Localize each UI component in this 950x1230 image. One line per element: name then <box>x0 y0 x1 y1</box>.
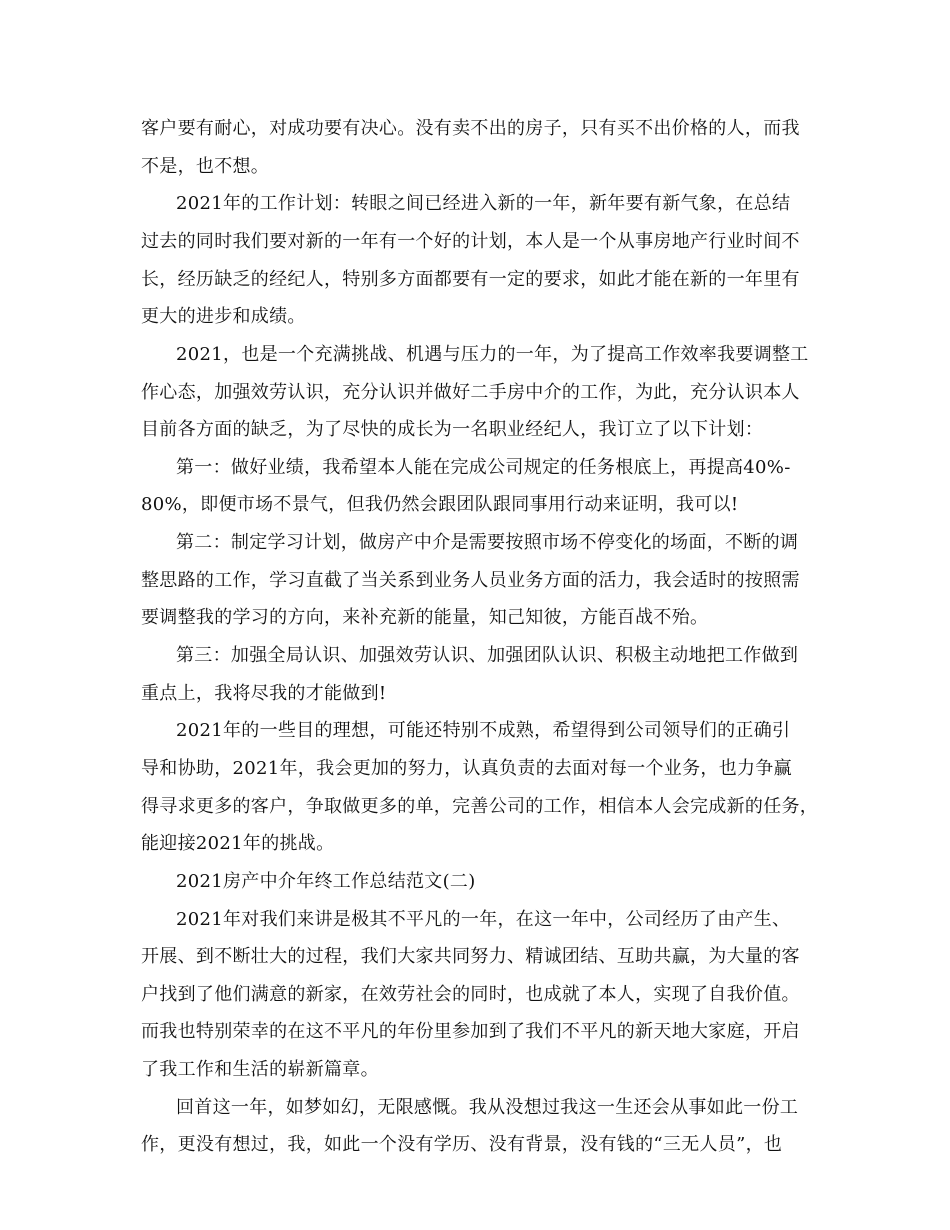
text-line: 了我工作和生活的崭新篇章。 <box>141 1059 379 1080</box>
text-line: 第一：做好业绩，我希望本人能在完成公司规定的任务根底上，再提高40%- <box>176 457 791 478</box>
section-heading: 2021房产中介年终工作总结范文(二) <box>176 871 476 892</box>
text-line: 重点上，我将尽我的才能做到! <box>141 683 387 704</box>
text-line: 开展、到不断壮大的过程，我们大家共同努力、精诚团结、互助共赢，为大量的客 <box>141 946 800 967</box>
text-line: 第二：制定学习计划，做房产中介是需要按照市场不停变化的场面，不断的调 <box>176 532 799 553</box>
text-line: 2021年对我们来讲是极其不平凡的一年，在这一年中，公司经历了由产生、 <box>176 909 791 930</box>
text-line: 导和协助，2021年，我会更加的努力，认真负责的去面对每一个业务，也力争赢 <box>141 758 792 779</box>
text-line: 要调整我的学习的方向，来补充新的能量，知己知彼，方能百战不殆。 <box>141 607 709 628</box>
text-line: 2021，也是一个充满挑战、机遇与压力的一年，为了提高工作效率我要调整工 <box>176 344 809 365</box>
text-line: 能迎接2021年的挑战。 <box>141 833 335 854</box>
text-line: 长，经历缺乏的经纪人，特别多方面都要有一定的要求，如此才能在新的一年里有 <box>141 269 800 290</box>
text-line: 整思路的工作，学习直截了当关系到业务人员业务方面的活力，我会适时的按照需 <box>141 570 800 591</box>
text-line: 更大的进步和成绩。 <box>141 306 306 327</box>
text-line: 得寻求更多的客户，争取做更多的单，完善公司的工作，相信本人会完成新的任务， <box>141 796 819 817</box>
text-line: 目前各方面的缺乏，为了尽快的成长为一名职业经纪人，我订立了以下计划： <box>141 419 764 440</box>
text-line: 过去的同时我们要对新的一年有一个好的计划，本人是一个从事房地产行业时间不 <box>141 231 800 252</box>
text-line: 户找到了他们满意的新家，在效劳社会的同时，也成就了本人，实现了自我价值。 <box>141 984 800 1005</box>
text-line: 回首这一年，如梦如幻，无限感慨。我从没想过我这一生还会从事如此一份工 <box>176 1097 799 1118</box>
text-line: 2021年的一些目的理想，可能还特别不成熟，希望得到公司领导们的正确引 <box>176 720 791 741</box>
text-line: 第三：加强全局认识、加强效劳认识、加强团队认识、积极主动地把工作做到 <box>176 645 799 666</box>
text-line: 作心态，加强效劳认识，充分认识并做好二手房中介的工作，为此，充分认识本人 <box>141 382 800 403</box>
text-line: 不是，也不想。 <box>141 156 270 177</box>
text-line: 而我也特别荣幸的在这不平凡的年份里参加到了我们不平凡的新天地大家庭，开启 <box>141 1021 800 1042</box>
text-line: 80%，即便市场不景气，但我仍然会跟团队跟同事用行动来证明，我可以! <box>141 494 739 515</box>
text-line: 客户要有耐心，对成功要有决心。没有卖不出的房子，只有买不出价格的人，而我 <box>141 118 800 139</box>
text-line: 作，更没有想过，我，如此一个没有学历、没有背景，没有钱的“三无人员”，也 <box>141 1134 783 1155</box>
text-line: 2021年的工作计划：转眼之间已经进入新的一年，新年要有新气象，在总结 <box>176 193 791 214</box>
